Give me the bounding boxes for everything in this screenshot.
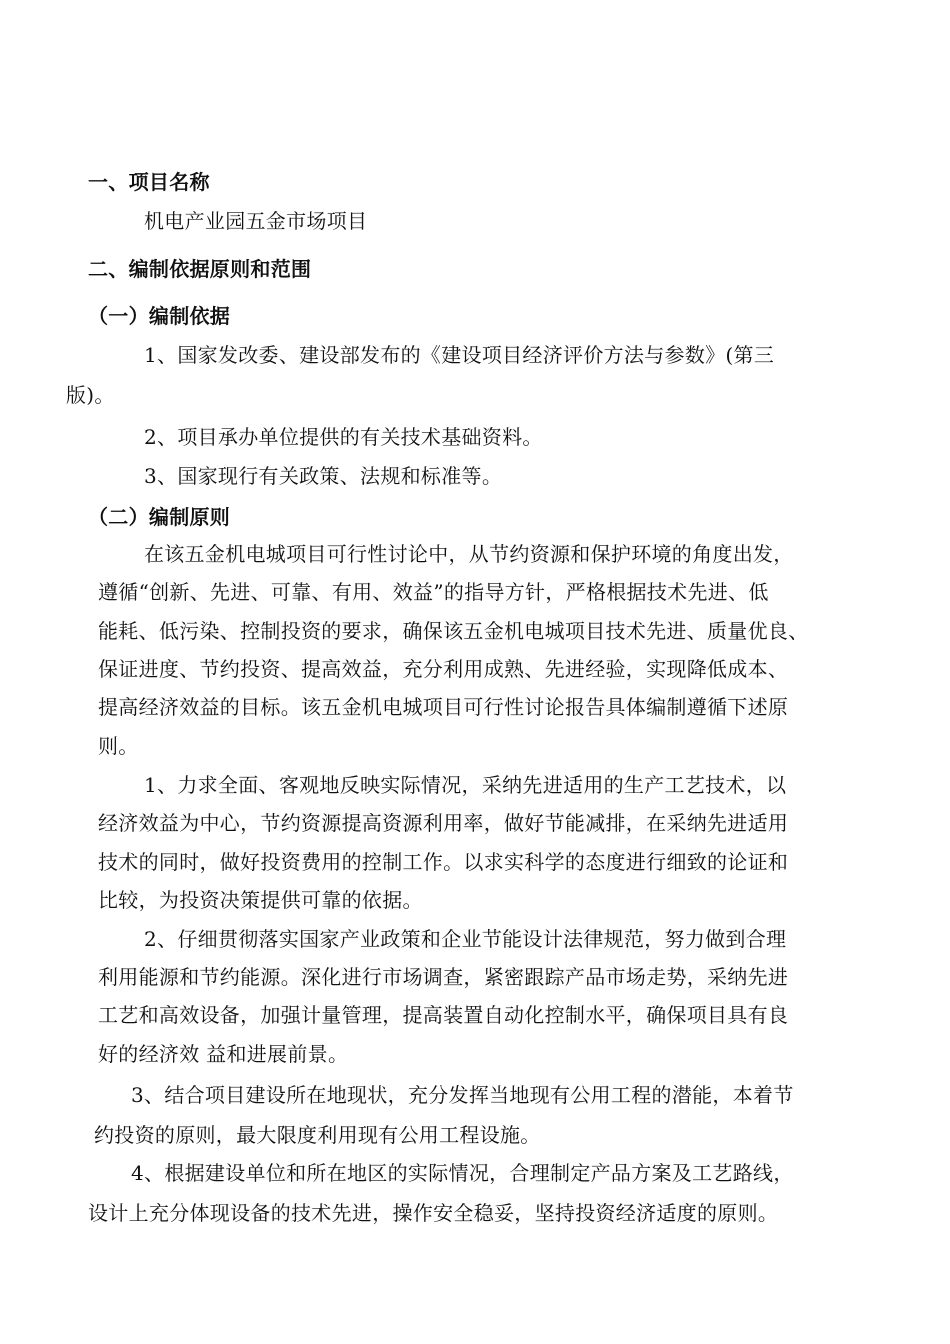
principle-3-line: 3、结合项目建设所在地现状，充分发挥当地现有公用工程的潜能，本着节	[131, 1083, 794, 1107]
principle-1-line: 1、力求全面、客观地反映实际情况，采纳先进适用的生产工艺技术，以	[144, 773, 787, 797]
section-1-heading: 一、项目名称	[88, 170, 210, 194]
subsection-basis-heading: （一）编制依据	[88, 304, 231, 328]
basis-item-2: 2、项目承办单位提供的有关技术基础资料。	[144, 425, 543, 449]
principle-4-line: 4、根据建设单位和所在地区的实际情况，合理制定产品方案及工艺路线，	[131, 1161, 794, 1185]
basis-item-1-line-1: 1、国家发改委、建设部发布的《建设项目经济评价方法与参数》(第三	[144, 343, 775, 367]
principle-2-line: 好的经济效 益和进展前景。	[98, 1042, 349, 1066]
basis-item-3: 3、国家现行有关政策、法规和标准等。	[144, 464, 503, 488]
principle-intro-line: 能耗、低污染、控制投资的要求，确保该五金机电城项目技术先进、质量优良、	[98, 619, 809, 643]
subsection-principles-heading: （二）编制原则	[88, 505, 231, 529]
principle-2-line: 利用能源和节约能源。深化进行市场调查，紧密跟踪产品市场走势，采纳先进	[98, 965, 789, 989]
principle-intro-line: 遵循“创新、先进、可靠、有用、效益”的指导方针，严格根据技术先进、低	[98, 580, 769, 604]
principle-1-line: 技术的同时，做好投资费用的控制工作。以求实科学的态度进行细致的论证和	[98, 850, 789, 874]
principle-2-line: 2、仔细贯彻落实国家产业政策和企业节能设计法律规范，努力做到合理	[144, 927, 787, 951]
principle-3-line: 约投资的原则，最大限度利用现有公用工程设施。	[94, 1123, 541, 1147]
principle-intro-line: 则。	[98, 734, 139, 758]
principle-1-line: 经济效益为中心，节约资源提高资源利用率，做好节能减排，在采纳先进适用	[98, 811, 789, 835]
principle-intro-line: 提高经济效益的目标。该五金机电城项目可行性讨论报告具体编制遵循下述原	[98, 695, 789, 719]
principle-1-line: 比较，为投资决策提供可靠的依据。	[98, 888, 423, 912]
project-name: 机电产业园五金市场项目	[144, 209, 368, 233]
principle-intro-line: 在该五金机电城项目可行性讨论中，从节约资源和保护环境的角度出发，	[144, 542, 794, 566]
basis-item-1-line-2: 版)。	[66, 383, 115, 407]
principle-2-line: 工艺和高效设备，加强计量管理，提高装置自动化控制水平，确保项目具有良	[98, 1003, 789, 1027]
section-2-heading: 二、编制依据原则和范围	[88, 257, 312, 281]
principle-4-line: 设计上充分体现设备的技术先进，操作安全稳妥，坚持投资经济适度的原则。	[88, 1201, 779, 1225]
principle-intro-line: 保证进度、节约投资、提高效益，充分利用成熟、先进经验，实现降低成本、	[98, 657, 789, 681]
